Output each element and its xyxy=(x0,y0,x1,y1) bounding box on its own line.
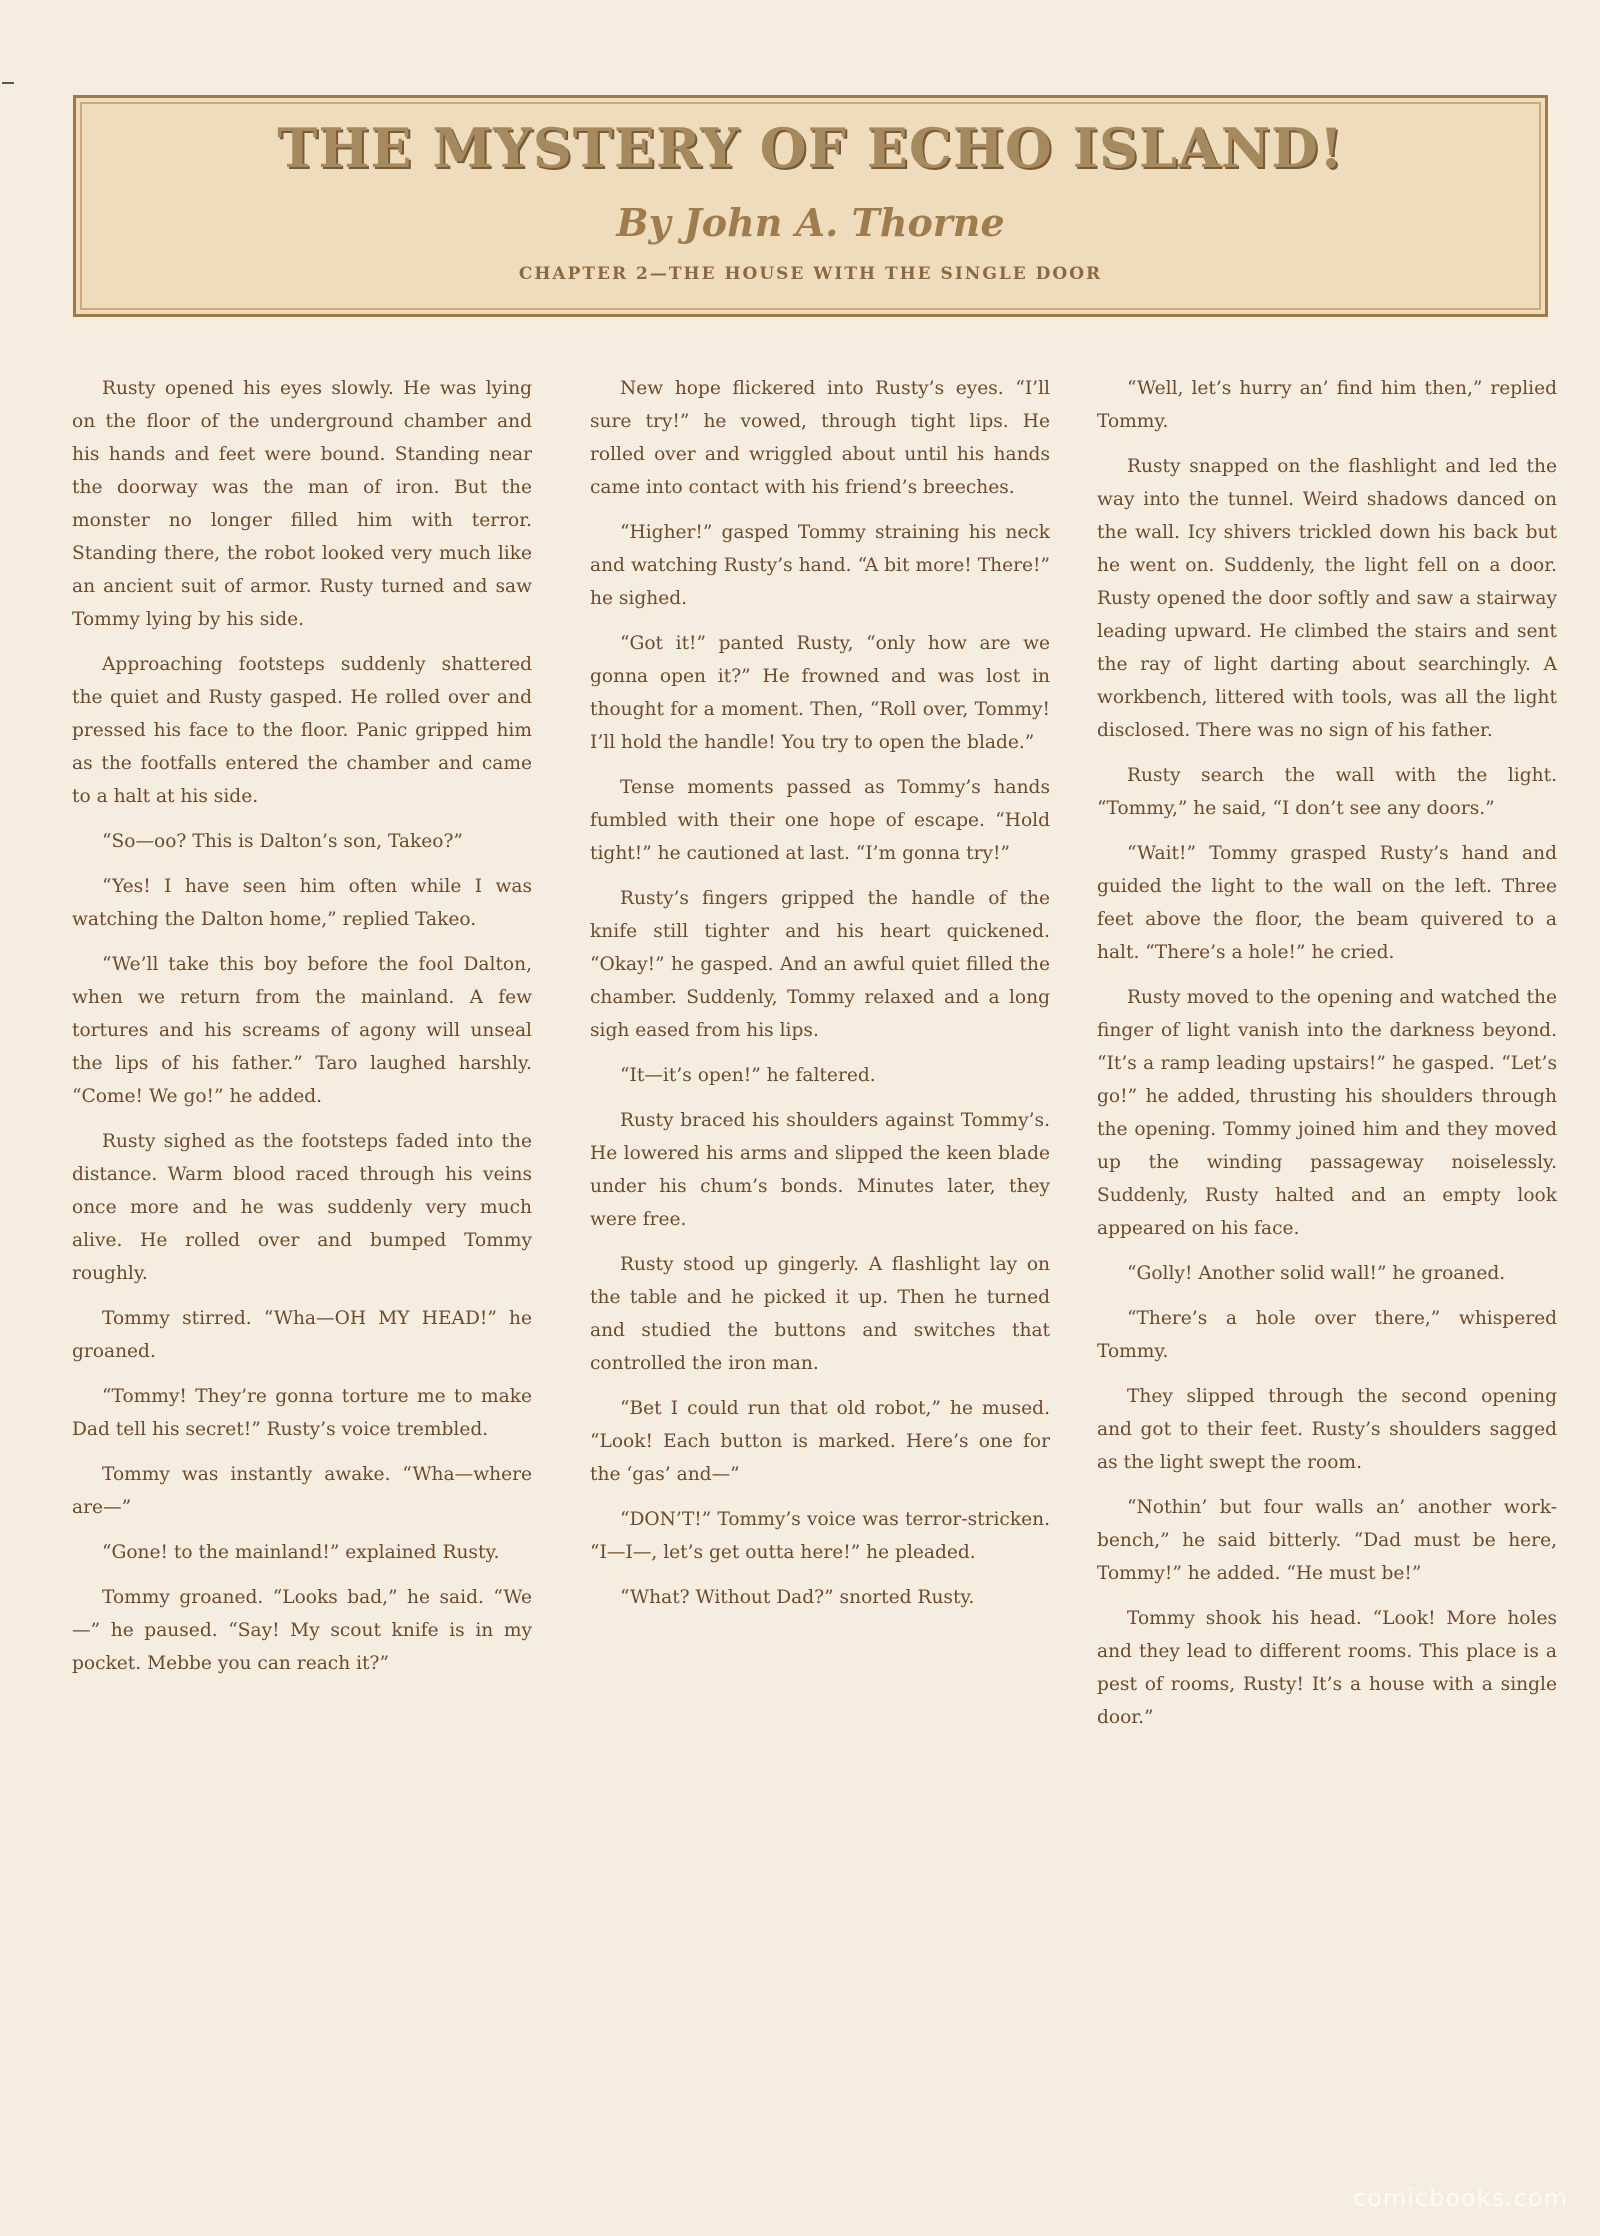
story-paragraph: Tommy was instantly awake. “Wha—where are—” xyxy=(72,1464,532,1518)
story-paragraph: Rusty moved to the opening and watched the finger of light vanish into the darkness beyond. “It’s a ramp leading upstairs!” he gasped. “Let’s go!” he added, thrusting his shoulders through the opening. Tommy joined him and they moved up the winding passageway noiselessly. Suddenly, Rusty halted and an empty look appeared on his face. xyxy=(1097,987,1557,1239)
story-paragraph: Rusty snapped on the flashlight and led the way into the tunnel. Weird shadows danced on the wall. Icy shivers trickled down his back but he went on. Suddenly, the light fell on a door. Rusty opened the door softly and saw a stairway leading upward. He climbed the stairs and sent the ray of light darting about searchingly. A workbench, littered with tools, was all the light disclosed. There was no sign of his father. xyxy=(1097,456,1557,741)
story-paragraph: “Tommy! They’re gonna torture me to make Dad tell his secret!” Rusty’s voice trembled. xyxy=(72,1386,532,1440)
story-paragraph: “Yes! I have seen him often while I was watching the Dalton home,” replied Takeo. xyxy=(72,876,532,930)
story-paragraph: New hope flickered into Rusty’s eyes. “I’ll sure try!” he vowed, through tight lips. He rolled over and wriggled about until his hands came into contact with his friend’s breeches. xyxy=(590,378,1050,498)
story-paragraph: “Well, let’s hurry an’ find him then,” replied Tommy. xyxy=(1097,378,1557,432)
text-column-3 xyxy=(1097,372,1557,1746)
story-paragraph: Rusty sighed as the footsteps faded into the distance. Warm blood raced through his veins once more and he was suddenly very much alive. He rolled over and bumped Tommy roughly. xyxy=(72,1131,532,1284)
story-paragraph: Approaching footsteps suddenly shattered the quiet and Rusty gasped. He rolled over and pressed his face to the floor. Panic gripped him as the footfalls entered the chamber and came to a halt at his side. xyxy=(72,654,532,807)
story-paragraph: Tommy groaned. “Looks bad,” he said. “We—” he paused. “Say! My scout knife is in my pocket. Mebbe you can reach it?” xyxy=(72,1587,532,1674)
story-byline: By John A. Thorne xyxy=(616,200,1005,245)
text-column-2 xyxy=(590,372,1050,1626)
story-paragraph: “It—it’s open!” he faltered. xyxy=(620,1065,876,1086)
text-column-1 xyxy=(72,372,532,1692)
story-paragraph: They slipped through the second opening and got to their feet. Rusty’s shoulders sagged as the light swept the room. xyxy=(1097,1386,1557,1473)
story-paragraph: “So—oo? This is Dalton’s son, Takeo?” xyxy=(102,831,463,852)
story-paragraph: Rusty braced his shoulders against Tommy’s. He lowered his arms and slipped the keen blade under his chum’s bonds. Minutes later, they were free. xyxy=(590,1110,1050,1230)
site-watermark: comicbooks.com xyxy=(1352,2184,1568,2212)
story-paragraph: “What? Without Dad?” snorted Rusty. xyxy=(620,1587,975,1608)
story-title: THE MYSTERY OF ECHO ISLAND! xyxy=(277,116,1344,180)
story-header xyxy=(73,95,1548,317)
story-paragraph: “Golly! Another solid wall!” he groaned. xyxy=(1127,1263,1506,1284)
story-paragraph: Tense moments passed as Tommy’s hands fumbled with their one hope of escape. “Hold tight!” he cautioned at last. “I’m gonna try!” xyxy=(590,777,1050,864)
story-paragraph: Rusty search the wall with the light. “Tommy,” he said, “I don’t see any doors.” xyxy=(1097,765,1557,819)
story-paragraph: “We’ll take this boy before the fool Dalton, when we return from the mainland. A few tortures and his screams of agony will unseal the lips of his father.” Taro laughed harshly. “Come! We go!” he added. xyxy=(72,954,532,1107)
story-paragraph: “Gone! to the mainland!” explained Rusty. xyxy=(102,1542,500,1563)
story-paragraph: “Bet I could run that old robot,” he mused. “Look! Each button is marked. Here’s one for the ‘gas’ and—” xyxy=(590,1398,1050,1485)
story-paragraph: “Nothin’ but four walls an’ another work-bench,” he said bitterly. “Dad must be here, Tommy!” he added. “He must be!” xyxy=(1097,1497,1557,1584)
story-paragraph: Rusty stood up gingerly. A flashlight lay on the table and he picked it up. Then he turned and studied the buttons and switches that controlled the iron man. xyxy=(590,1254,1050,1374)
scan-mark xyxy=(2,82,14,84)
story-paragraph: Tommy shook his head. “Look! More holes and they lead to different rooms. This place is a pest of rooms, Rusty! It’s a house with a single door.” xyxy=(1097,1608,1557,1728)
story-paragraph: Tommy stirred. “Wha—OH MY HEAD!” he groaned. xyxy=(72,1308,532,1362)
story-paragraph: “Got it!” panted Rusty, “only how are we gonna open it?” He frowned and was lost in thought for a moment. Then, “Roll over, Tommy! I’ll hold the handle! You try to open the blade.” xyxy=(590,633,1050,753)
story-paragraph: Rusty’s fingers gripped the handle of the knife still tighter and his heart quickened. “Okay!” he gasped. And an awful quiet filled the chamber. Suddenly, Tommy relaxed and a long sigh eased from his lips. xyxy=(590,888,1050,1041)
story-paragraph: “Wait!” Tommy grasped Rusty’s hand and guided the light to the wall on the left. Three feet above the floor, the beam quivered to a halt. “There’s a hole!” he cried. xyxy=(1097,843,1557,963)
story-paragraph: “Higher!” gasped Tommy straining his neck and watching Rusty’s hand. “A bit more! There!” he sighed. xyxy=(590,522,1050,609)
chapter-heading: CHAPTER 2—THE HOUSE WITH THE SINGLE DOOR xyxy=(518,264,1103,284)
story-paragraph: Rusty opened his eyes slowly. He was lying on the floor of the underground chamber and his hands and feet were bound. Standing near the doorway was the man of iron. But the monster no longer filled him with terror. Standing there, the robot looked very much like an ancient suit of armor. Rusty turned and saw Tommy lying by his side. xyxy=(72,378,532,630)
story-paragraph: “DON’T!” Tommy’s voice was terror-stricken. “I—I—, let’s get outta here!” he pleaded. xyxy=(590,1509,1050,1563)
story-paragraph: “There’s a hole over there,” whispered Tommy. xyxy=(1097,1308,1557,1362)
